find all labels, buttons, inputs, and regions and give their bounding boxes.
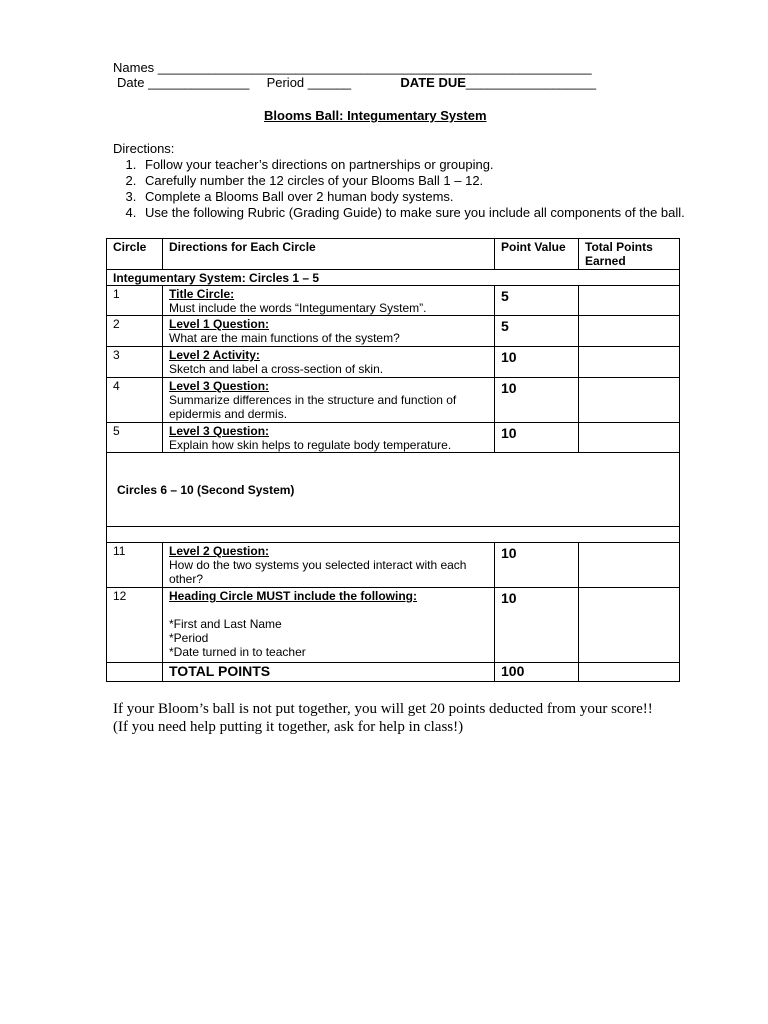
point-value: 5 xyxy=(495,316,579,347)
table-header-row xyxy=(107,239,680,270)
date-due-label: DATE DUE xyxy=(400,75,466,90)
question-text: Sketch and label a cross-section of skin. xyxy=(169,362,384,376)
date-period-line xyxy=(117,75,596,91)
point-value: 10 xyxy=(495,423,579,453)
page-title: Blooms Ball: Integumentary System xyxy=(264,108,487,123)
question-label: Level 3 Question: xyxy=(169,379,270,393)
points-earned-cell xyxy=(579,588,680,663)
total-label: TOTAL POINTS xyxy=(163,663,495,682)
directions-list-wrap xyxy=(95,157,755,221)
direction-item: 4. Use the following Rubric (Grading Guide) to make sure you include all components of the ball. xyxy=(140,205,755,221)
point-value: 10 xyxy=(495,347,579,378)
circle-number: 12 xyxy=(107,588,163,663)
table-row xyxy=(107,347,680,378)
empty-cell xyxy=(107,663,163,682)
circle-directions xyxy=(163,423,495,453)
period-blank: ______ xyxy=(307,75,352,90)
directions-list xyxy=(95,157,755,221)
names-line xyxy=(113,60,592,76)
circle-number: 2 xyxy=(107,316,163,347)
circle-directions xyxy=(163,347,495,378)
total-row xyxy=(107,663,680,682)
direction-item: 3. Complete a Blooms Ball over 2 human body systems. xyxy=(140,189,755,205)
section-second-system: Circles 6 – 10 (Second System) xyxy=(107,453,680,527)
point-value: 5 xyxy=(495,286,579,316)
heading-item: *Date turned in to teacher xyxy=(169,645,306,659)
table-row xyxy=(107,588,680,663)
total-points: 100 xyxy=(495,663,579,682)
direction-item: 1. Follow your teacher’s directions on partnerships or grouping. xyxy=(140,157,755,173)
points-earned-cell xyxy=(579,286,680,316)
question-text: Summarize differences in the structure and function of epidermis and dermis. xyxy=(169,393,457,421)
col-header-directions: Directions for Each Circle xyxy=(163,239,495,270)
period-label: Period xyxy=(266,75,305,90)
names-label: Names xyxy=(113,60,155,75)
question-label: Heading Circle MUST include the following: xyxy=(169,589,418,603)
circle-directions xyxy=(163,316,495,347)
table-row xyxy=(107,286,680,316)
heading-item: *First and Last Name xyxy=(169,617,282,631)
section-row xyxy=(107,270,680,286)
points-earned-cell xyxy=(579,378,680,423)
directions-heading: Directions: xyxy=(113,141,175,156)
point-value: 10 xyxy=(495,588,579,663)
table-row xyxy=(107,378,680,423)
direction-item: 2. Carefully number the 12 circles of your Blooms Ball 1 – 12. xyxy=(140,173,755,189)
col-header-point-value: Point Value xyxy=(495,239,579,270)
table-row xyxy=(107,423,680,453)
question-label: Level 1 Question: xyxy=(169,317,270,331)
question-text: How do the two systems you selected interact with each other? xyxy=(169,558,467,586)
point-value: 10 xyxy=(495,543,579,588)
col-header-total-earned: Total Points Earned xyxy=(579,239,680,270)
total-earned-cell xyxy=(579,663,680,682)
section-integumentary: Integumentary System: Circles 1 – 5 xyxy=(107,270,680,286)
section-row xyxy=(107,453,680,527)
circle-directions xyxy=(163,378,495,423)
footer-note-2: (If you need help putting it together, ask for help in class!) xyxy=(113,719,464,735)
spacer-cell xyxy=(107,527,680,543)
points-earned-cell xyxy=(579,347,680,378)
heading-item: *Period xyxy=(169,631,209,645)
circle-directions xyxy=(163,543,495,588)
points-earned-cell xyxy=(579,543,680,588)
date-label: Date xyxy=(117,75,145,90)
footer-note-1: If your Bloom’s ball is not put together, you will get 20 points deducted from your score!! xyxy=(113,701,653,717)
question-label: Level 2 Activity: xyxy=(169,348,260,362)
question-label: Title Circle: xyxy=(169,287,235,301)
points-earned-cell xyxy=(579,316,680,347)
circle-number: 4 xyxy=(107,378,163,423)
table-row xyxy=(107,543,680,588)
names-blank: ____________________________________________________________ xyxy=(157,60,592,75)
circle-number: 1 xyxy=(107,286,163,316)
point-value: 10 xyxy=(495,378,579,423)
spacer-row xyxy=(107,527,680,543)
col-header-circle: Circle xyxy=(107,239,163,270)
question-label: Level 2 Question: xyxy=(169,544,270,558)
question-text: Must include the words “Integumentary System”. xyxy=(169,301,427,315)
table-row xyxy=(107,316,680,347)
question-text: What are the main functions of the system? xyxy=(169,331,400,345)
circle-directions xyxy=(163,286,495,316)
date-blank: ______________ xyxy=(148,75,250,90)
question-text: Explain how skin helps to regulate body temperature. xyxy=(169,438,452,452)
circle-number: 3 xyxy=(107,347,163,378)
rubric-table xyxy=(106,238,680,682)
points-earned-cell xyxy=(579,423,680,453)
question-label: Level 3 Question: xyxy=(169,424,270,438)
circle-number: 11 xyxy=(107,543,163,588)
circle-number: 5 xyxy=(107,423,163,453)
date-due-blank: __________________ xyxy=(465,75,597,90)
circle-directions xyxy=(163,588,495,663)
